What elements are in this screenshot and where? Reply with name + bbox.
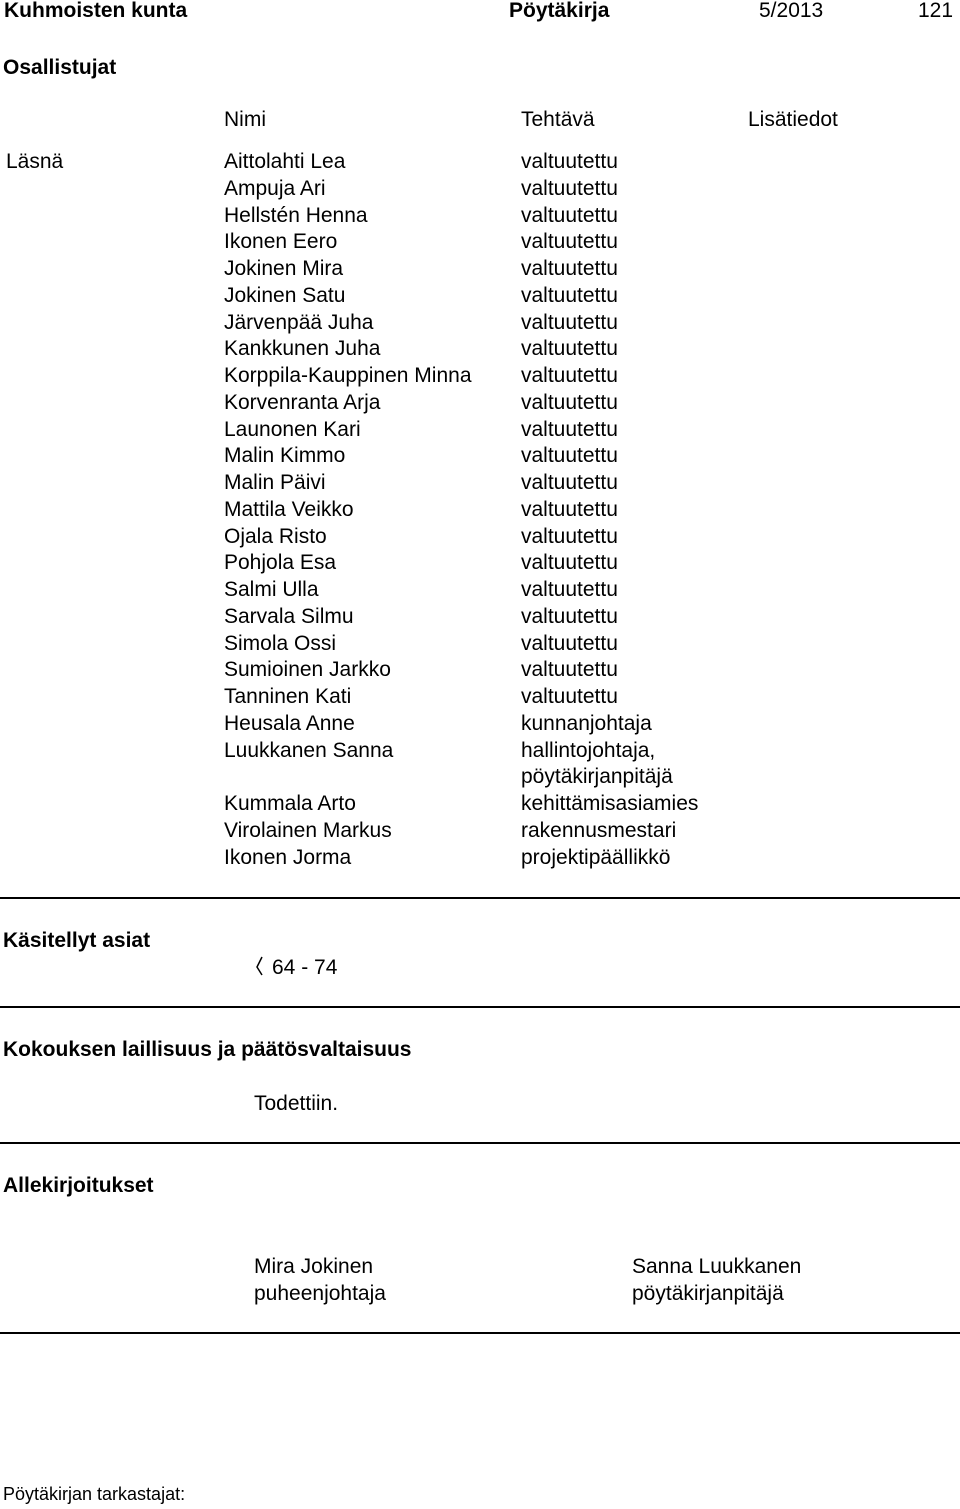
participant-role: valtuutettu [521, 364, 618, 387]
participant-row [224, 203, 884, 230]
meeting-number: 5/2013 [759, 0, 824, 22]
participant-name: Simola Ossi [224, 631, 337, 655]
participant-row [224, 764, 884, 791]
participant-row [224, 149, 884, 176]
column-header-info: Lisätiedot [748, 108, 838, 131]
participant-name: Heusala Anne [224, 711, 355, 735]
participant-name: Korvenranta Arja [224, 390, 381, 414]
participant-role: valtuutettu [521, 417, 618, 441]
signature-right-title: pöytäkirjanpitäjä [632, 1282, 784, 1305]
handled-items-heading: Käsitellyt asiat [3, 929, 151, 952]
participant-row [224, 310, 884, 337]
handled-items-range [254, 955, 337, 980]
participant-row [224, 577, 884, 604]
quorum-heading: Kokouksen laillisuus ja päätösvaltaisuus [3, 1038, 412, 1061]
participant-role: valtuutettu [521, 685, 618, 708]
signature-right [632, 1253, 801, 1307]
participant-row [224, 443, 884, 470]
quorum-text: Todettiin. [254, 1092, 339, 1115]
participant-role: valtuutettu [521, 658, 618, 682]
participant-role: kehittämisasiamies [521, 792, 699, 815]
participant-name: Mattila Veikko [224, 497, 354, 521]
participant-role: valtuutettu [521, 310, 618, 334]
participant-role: valtuutettu [521, 337, 618, 361]
participant-name: Ikonen Jorma [224, 845, 352, 869]
participant-role: valtuutettu [521, 631, 618, 655]
section-bullet-icon [254, 955, 266, 977]
section-divider [0, 1142, 960, 1144]
participant-name: Jokinen Satu [224, 283, 346, 307]
participant-row [224, 818, 884, 845]
participant-name: Virolainen Markus [224, 818, 392, 842]
page-number: 121 [918, 0, 954, 22]
participant-name: Kummala Arto [224, 792, 356, 815]
participant-role: valtuutettu [521, 551, 618, 575]
section-divider [0, 897, 960, 899]
participant-role: valtuutettu [521, 176, 618, 200]
participant-name: Tanninen Kati [224, 685, 352, 708]
section-divider [0, 1332, 960, 1334]
participant-role: valtuutettu [521, 230, 618, 254]
participant-row [224, 524, 884, 551]
participant-role: valtuutettu [521, 524, 618, 548]
reviewers-label: Pöytäkirjan tarkastajat: [3, 1484, 186, 1504]
participant-name: Aittolahti Lea [224, 150, 346, 173]
present-label: Läsnä [6, 150, 64, 173]
participant-role: rakennusmestari [521, 818, 677, 842]
signatures-heading: Allekirjoitukset [3, 1174, 154, 1197]
participant-name: Järvenpää Juha [224, 310, 374, 334]
participant-role: valtuutettu [521, 578, 618, 601]
participant-role: kunnanjohtaja [521, 711, 652, 735]
signature-left-title: puheenjohtaja [254, 1282, 386, 1305]
participant-row [224, 738, 884, 765]
participant-row [224, 256, 884, 283]
signature-right-name: Sanna Luukkanen [632, 1255, 802, 1278]
participant-row [224, 470, 884, 497]
participant-name: Sarvala Silmu [224, 604, 354, 628]
participant-name: Hellstén Henna [224, 203, 368, 227]
participant-row [224, 711, 884, 738]
participant-row [224, 176, 884, 203]
participant-row [224, 684, 884, 711]
signature-left-name: Mira Jokinen [254, 1255, 374, 1278]
municipality-name: Kuhmoisten kunta [4, 0, 188, 22]
participant-list [224, 149, 884, 871]
participant-role: valtuutettu [521, 257, 618, 280]
participant-name: Ampuja Ari [224, 176, 326, 200]
participant-row [224, 550, 884, 577]
participant-row [224, 336, 884, 363]
participant-role: hallintojohtaja, [521, 738, 656, 762]
participant-role: projektipäällikkö [521, 845, 671, 869]
participant-row [224, 417, 884, 444]
participant-role: valtuutettu [521, 471, 618, 494]
participant-role: valtuutettu [521, 283, 618, 307]
participant-role: valtuutettu [521, 390, 618, 414]
participant-role: valtuutettu [521, 150, 618, 173]
participant-row [224, 657, 884, 684]
participant-row [224, 363, 884, 390]
participant-name: Kankkunen Juha [224, 337, 381, 361]
participant-name: Salmi Ulla [224, 578, 319, 601]
participant-name: Pohjola Esa [224, 551, 337, 575]
column-header-role: Tehtävä [521, 108, 595, 131]
column-header-name: Nimi [224, 108, 266, 131]
participant-role: pöytäkirjanpitäjä [521, 765, 673, 789]
participant-name: Malin Kimmo [224, 444, 346, 468]
handled-items-range-text: 64 - 74 [272, 956, 338, 979]
participant-name: Jokinen Mira [224, 257, 344, 280]
participant-name: Ikonen Eero [224, 230, 338, 254]
participant-row [224, 604, 884, 631]
participant-role: valtuutettu [521, 604, 618, 628]
participant-name: Luukkanen Sanna [224, 738, 394, 762]
participant-name: Korppila-Kauppinen Minna [224, 364, 472, 387]
section-divider [0, 1006, 960, 1008]
participant-role: valtuutettu [521, 444, 618, 468]
participant-row [224, 497, 884, 524]
participant-row [224, 631, 884, 658]
signature-left [254, 1253, 386, 1307]
participant-name: Launonen Kari [224, 417, 361, 441]
participant-row [224, 229, 884, 256]
participant-row [224, 845, 884, 872]
participant-row [224, 791, 884, 818]
participant-role: valtuutettu [521, 497, 618, 521]
participant-role: valtuutettu [521, 203, 618, 227]
participant-name: Ojala Risto [224, 524, 327, 548]
participants-heading: Osallistujat [3, 56, 117, 79]
document-type: Pöytäkirja [509, 0, 610, 22]
participant-name: Sumioinen Jarkko [224, 658, 391, 682]
participant-row [224, 390, 884, 417]
participant-row [224, 283, 884, 310]
participant-name: Malin Päivi [224, 471, 326, 494]
